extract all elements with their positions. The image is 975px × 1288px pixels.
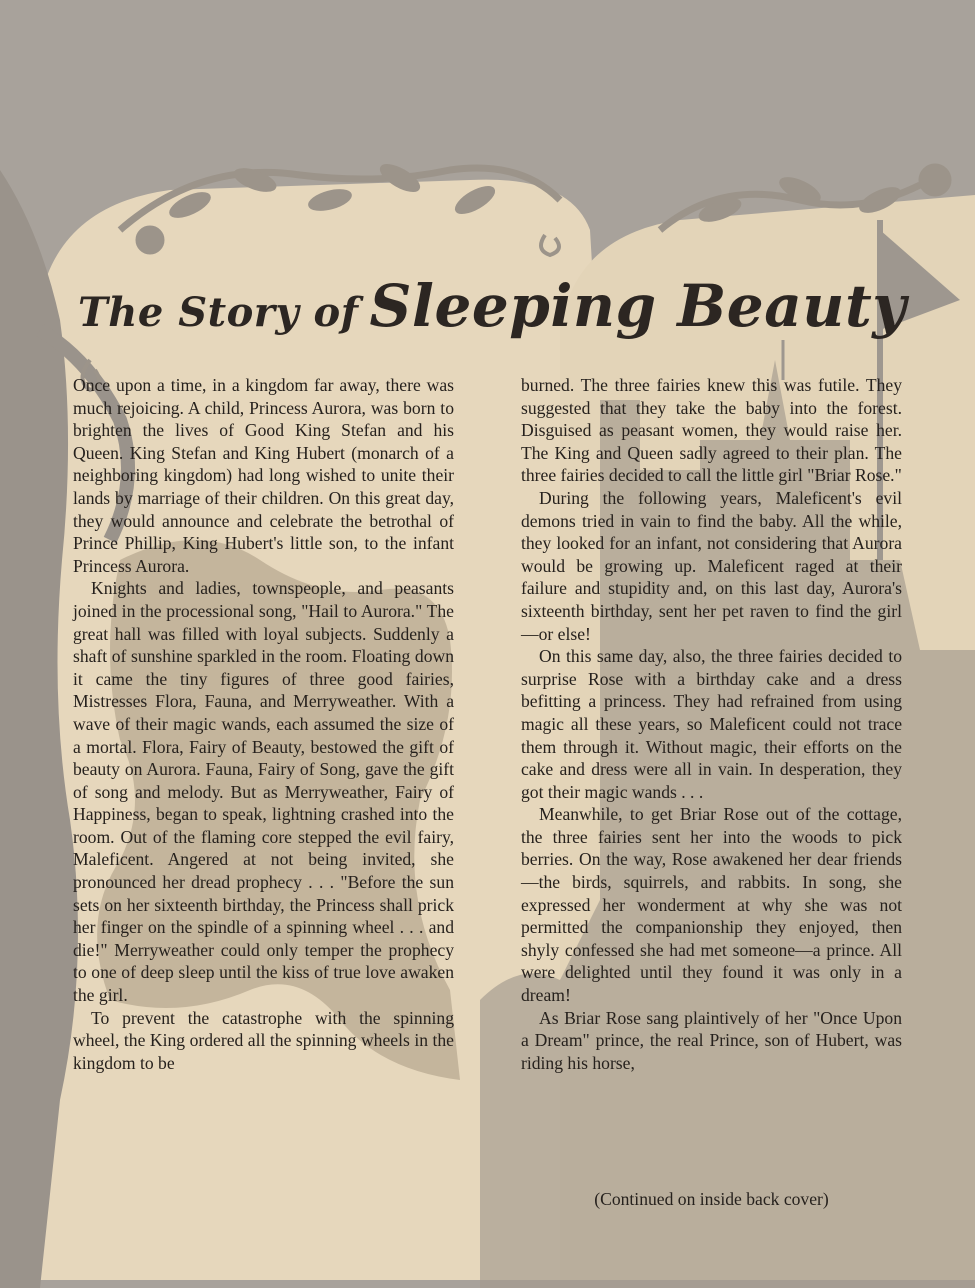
paragraph: Knights and ladies, townspeople, and peasants joined in the processional song, "Hail to Aurora." The great hall was filled with loyal subjects. Suddenly a shaft of sunshine sparkled in the room. Floating down it came the tiny figures of three good fairies, Mistresses Flora, Fauna, and Merryweather. With a wave of their magic wands, each assumed the size of a mortal. Flora, Fairy of Beauty, bestowed the gift of beauty on Aurora. Fauna, Fairy of Song, gave the gift of song and melody. But as Merryweather, Fairy of Happiness, began to speak, lightning crashed into the room. Out of the flaming core stepped the evil fairy, Maleficent. Angered at not being invited, she pronounced her dread prophecy . . . "Before the sun sets on her sixteenth birthday, the Princess shall prick her finger on the spindle of a spinning wheel . . . and die!" Merryweather could only temper the prophecy to one of deep sleep until the kiss of true love awaken the girl. bbox=[73, 578, 454, 1006]
right-text-column bbox=[521, 374, 902, 1074]
left-text-column bbox=[73, 374, 454, 1074]
paragraph: As Briar Rose sang plaintively of her "Once Upon a Dream" prince, the real Prince, son of Hubert, was riding his horse, bbox=[521, 1007, 902, 1073]
story-title-prefix: The Story of bbox=[78, 289, 359, 336]
paragraph: burned. The three fairies knew this was futile. They suggested that they take the baby into the forest. Disguised as peasant women, they would raise her. The King and Queen sadly agreed to their plan. The three fairies decided to call the little girl "Briar Rose." bbox=[521, 375, 902, 486]
paragraph: Once upon a time, in a kingdom far away, there was much rejoicing. A child, Princess Aurora, was born to brighten the lives of Good King Stefan and his Queen. King Stefan and King Hubert (monarch of a neighboring kingdom) had long wished to unite their lands by marriage of their children. On this great day, they would announce and celebrate the betrothal of Prince Phillip, King Hubert's little son, to the infant Princess Aurora. bbox=[73, 375, 454, 576]
story-title bbox=[78, 272, 906, 340]
paragraph: During the following years, Maleficent's evil demons tried in vain to find the baby. All the while, they looked for an infant, not considering that Aurora would be growing up. Maleficent raged at their failure and stupidity and, on this last day, Aurora's sixteenth birthday, sent her pet raven to find the girl—or else! bbox=[521, 487, 902, 644]
paragraph: On this same day, also, the three fairies decided to surprise Rose with a birthday cake and a dress befitting a princess. They had refrained from using magic all these years, so Maleficent could not trace them through it. Without magic, their efforts on the cake and dress were all in vain. In desperation, they got their magic wands . . . bbox=[521, 646, 902, 802]
paragraph: To prevent the catastrophe with the spinning wheel, the King ordered all the spinning wheels in the kingdom to be bbox=[73, 1007, 454, 1073]
continued-note: (Continued on inside back cover) bbox=[594, 1189, 829, 1209]
story-title-main: Sleeping Beauty bbox=[369, 272, 907, 340]
paragraph: Meanwhile, to get Briar Rose out of the cottage, the three fairies sent her into the woods to pick berries. On the way, Rose awakened her dear friends—the birds, squirrels, and rabbits. In song, she expressed her wonderment at why she was not permitted the companionship they enjoyed, then shyly confessed she had met someone—a prince. All were delighted until they found it was only in a dream! bbox=[521, 804, 902, 1006]
